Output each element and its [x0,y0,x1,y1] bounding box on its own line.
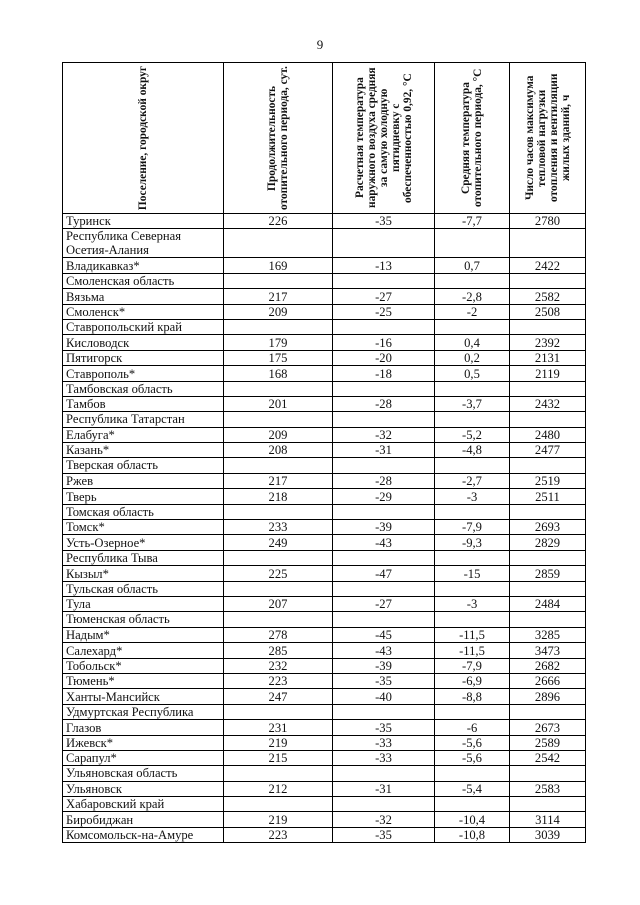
table-row [63,627,586,642]
settlement-cell: Тобольск* [63,658,224,673]
design-temp-cell: -31 [333,443,435,458]
region-row [63,704,586,719]
empty-cell [510,797,586,812]
empty-cell [224,412,333,427]
heating-days-cell: 225 [224,566,333,581]
empty-cell [435,381,510,396]
settlement-cell: Ижевск* [63,735,224,750]
heating-days-cell: 217 [224,473,333,488]
region-name: Смоленская область [63,273,224,288]
avg-temp-cell: -2,8 [435,289,510,304]
header-peak-hours: Число часов максимума тепловой нагрузки отопления и вентиляции жилых зданий, ч [510,63,586,214]
table-row [63,812,586,827]
empty-cell [333,766,435,781]
avg-temp-cell: -3 [435,489,510,504]
heating-days-cell: 217 [224,289,333,304]
design-temp-cell: -39 [333,658,435,673]
design-temp-cell: -31 [333,781,435,796]
table-row [63,750,586,765]
heating-days-cell: 219 [224,812,333,827]
table-row [63,735,586,750]
avg-temp-cell: -5,2 [435,427,510,442]
table-row [63,596,586,611]
header-settlement: Поселение, городской округ [63,63,224,214]
heating-days-cell: 247 [224,689,333,704]
heating-days-cell: 201 [224,396,333,411]
peak-hours-cell: 3114 [510,812,586,827]
avg-temp-cell: -5,6 [435,750,510,765]
empty-cell [333,797,435,812]
peak-hours-cell: 2392 [510,335,586,350]
peak-hours-cell: 3473 [510,643,586,658]
region-name: Тюменская область [63,612,224,627]
heating-days-cell: 226 [224,214,333,229]
avg-temp-cell: -4,8 [435,443,510,458]
empty-cell [224,766,333,781]
peak-hours-cell: 2582 [510,289,586,304]
heating-days-cell: 168 [224,366,333,381]
heating-days-cell: 207 [224,596,333,611]
design-temp-cell: -33 [333,750,435,765]
empty-cell [224,273,333,288]
header-row [63,63,586,214]
region-name: Хабаровский край [63,797,224,812]
peak-hours-cell: 3039 [510,827,586,842]
design-temp-cell: -35 [333,673,435,688]
empty-cell [435,504,510,519]
peak-hours-cell: 2542 [510,750,586,765]
region-row [63,273,586,288]
avg-temp-cell: -10,8 [435,827,510,842]
empty-cell [333,504,435,519]
empty-cell [333,319,435,334]
design-temp-cell: -43 [333,535,435,550]
settlement-cell: Смоленск* [63,304,224,319]
design-temp-cell: -33 [333,735,435,750]
avg-temp-cell: 0,5 [435,366,510,381]
settlement-cell: Тюмень* [63,673,224,688]
settlement-cell: Комсомольск-на-Амуре [63,827,224,842]
peak-hours-cell: 2589 [510,735,586,750]
avg-temp-cell: -5,4 [435,781,510,796]
empty-cell [333,458,435,473]
region-row [63,797,586,812]
peak-hours-cell: 2119 [510,366,586,381]
header-avg-temp: Средняя температура отопительного периода, °С [435,63,510,214]
avg-temp-cell: -15 [435,566,510,581]
empty-cell [224,612,333,627]
empty-cell [333,412,435,427]
empty-cell [333,273,435,288]
empty-cell [224,229,333,258]
empty-cell [435,412,510,427]
peak-hours-cell: 2682 [510,658,586,673]
empty-cell [435,766,510,781]
avg-temp-cell: -11,5 [435,627,510,642]
peak-hours-cell: 2829 [510,535,586,550]
table-row [63,689,586,704]
settlement-cell: Тамбов [63,396,224,411]
table-row [63,214,586,229]
peak-hours-cell: 2666 [510,673,586,688]
peak-hours-cell: 2859 [510,566,586,581]
design-temp-cell: -47 [333,566,435,581]
design-temp-cell: -28 [333,473,435,488]
avg-temp-cell: -9,3 [435,535,510,550]
empty-cell [510,229,586,258]
table-row [63,720,586,735]
peak-hours-cell: 2422 [510,258,586,273]
empty-cell [333,229,435,258]
peak-hours-cell: 2780 [510,214,586,229]
design-temp-cell: -20 [333,350,435,365]
empty-cell [510,581,586,596]
table-row [63,566,586,581]
avg-temp-cell: 0,4 [435,335,510,350]
table-row [63,781,586,796]
region-row [63,319,586,334]
peak-hours-cell: 2693 [510,520,586,535]
empty-cell [435,612,510,627]
heating-days-cell: 231 [224,720,333,735]
region-name: Республика Тыва [63,550,224,565]
empty-cell [435,550,510,565]
table-row [63,366,586,381]
region-row [63,504,586,519]
avg-temp-cell: -8,8 [435,689,510,704]
empty-cell [224,319,333,334]
page-number: 9 [316,37,324,52]
empty-cell [435,229,510,258]
avg-temp-cell: -2 [435,304,510,319]
table-row [63,258,586,273]
peak-hours-cell: 2508 [510,304,586,319]
empty-cell [224,797,333,812]
region-row [63,229,586,258]
empty-cell [510,766,586,781]
avg-temp-cell: -3 [435,596,510,611]
empty-cell [435,319,510,334]
heating-days-cell: 209 [224,304,333,319]
heating-days-cell: 208 [224,443,333,458]
region-name: Республика Северная Осетия-Алания [63,229,224,258]
peak-hours-cell: 2131 [510,350,586,365]
region-name: Тульская область [63,581,224,596]
empty-cell [333,381,435,396]
table-row [63,673,586,688]
settlement-cell: Владикавказ* [63,258,224,273]
heating-days-cell: 278 [224,627,333,642]
settlement-cell: Надым* [63,627,224,642]
heating-days-cell: 232 [224,658,333,673]
table-row [63,350,586,365]
header-heating-days: Продолжительность отопительного периода, сут. [224,63,333,214]
design-temp-cell: -28 [333,396,435,411]
heating-days-cell: 175 [224,350,333,365]
design-temp-cell: -35 [333,214,435,229]
heating-days-cell: 212 [224,781,333,796]
heating-days-cell: 223 [224,673,333,688]
empty-cell [510,550,586,565]
peak-hours-cell: 2519 [510,473,586,488]
climate-table [62,62,586,843]
region-name: Ставропольский край [63,319,224,334]
avg-temp-cell: 0,2 [435,350,510,365]
avg-temp-cell: -6 [435,720,510,735]
empty-cell [435,273,510,288]
empty-cell [510,458,586,473]
empty-cell [510,704,586,719]
settlement-cell: Кызыл* [63,566,224,581]
region-name: Удмуртская Республика [63,704,224,719]
heating-days-cell: 285 [224,643,333,658]
avg-temp-cell: -6,9 [435,673,510,688]
peak-hours-cell: 2896 [510,689,586,704]
avg-temp-cell: -7,9 [435,658,510,673]
region-name: Республика Татарстан [63,412,224,427]
settlement-cell: Ржев [63,473,224,488]
peak-hours-cell: 2583 [510,781,586,796]
avg-temp-cell: -7,9 [435,520,510,535]
design-temp-cell: -13 [333,258,435,273]
heating-days-cell: 223 [224,827,333,842]
avg-temp-cell: -11,5 [435,643,510,658]
empty-cell [224,550,333,565]
settlement-cell: Томск* [63,520,224,535]
settlement-cell: Глазов [63,720,224,735]
design-temp-cell: -35 [333,827,435,842]
table-row [63,489,586,504]
peak-hours-cell: 2432 [510,396,586,411]
empty-cell [510,319,586,334]
settlement-cell: Ульяновск [63,781,224,796]
table-row [63,658,586,673]
design-temp-cell: -40 [333,689,435,704]
table-row [63,473,586,488]
settlement-cell: Тверь [63,489,224,504]
empty-cell [333,704,435,719]
empty-cell [224,581,333,596]
design-temp-cell: -45 [333,627,435,642]
empty-cell [435,704,510,719]
design-temp-cell: -25 [333,304,435,319]
heating-days-cell: 218 [224,489,333,504]
region-row [63,412,586,427]
design-temp-cell: -27 [333,289,435,304]
design-temp-cell: -16 [333,335,435,350]
region-name: Тверская область [63,458,224,473]
heating-days-cell: 233 [224,520,333,535]
empty-cell [224,504,333,519]
empty-cell [435,581,510,596]
avg-temp-cell: -3,7 [435,396,510,411]
settlement-cell: Биробиджан [63,812,224,827]
peak-hours-cell: 3285 [510,627,586,642]
empty-cell [224,704,333,719]
table-row [63,520,586,535]
empty-cell [510,612,586,627]
design-temp-cell: -27 [333,596,435,611]
peak-hours-cell: 2477 [510,443,586,458]
region-name: Тамбовская область [63,381,224,396]
peak-hours-cell: 2484 [510,596,586,611]
avg-temp-cell: -10,4 [435,812,510,827]
design-temp-cell: -39 [333,520,435,535]
region-row [63,381,586,396]
empty-cell [510,504,586,519]
region-row [63,612,586,627]
settlement-cell: Салехард* [63,643,224,658]
design-temp-cell: -29 [333,489,435,504]
avg-temp-cell: 0,7 [435,258,510,273]
region-name: Ульяновская область [63,766,224,781]
avg-temp-cell: -2,7 [435,473,510,488]
peak-hours-cell: 2511 [510,489,586,504]
empty-cell [510,273,586,288]
settlement-cell: Усть-Озерное* [63,535,224,550]
settlement-cell: Кисловодск [63,335,224,350]
table-row [63,335,586,350]
peak-hours-cell: 2480 [510,427,586,442]
table-row [63,289,586,304]
settlement-cell: Сарапул* [63,750,224,765]
empty-cell [510,412,586,427]
settlement-cell: Пятигорск [63,350,224,365]
table-row [63,396,586,411]
settlement-cell: Вязьма [63,289,224,304]
peak-hours-cell: 2673 [510,720,586,735]
settlement-cell: Ханты-Мансийск [63,689,224,704]
table-row [63,443,586,458]
empty-cell [333,550,435,565]
empty-cell [333,612,435,627]
table-row [63,304,586,319]
settlement-cell: Туринск [63,214,224,229]
table-row [63,427,586,442]
region-row [63,458,586,473]
avg-temp-cell: -5,6 [435,735,510,750]
settlement-cell: Ставрополь* [63,366,224,381]
region-row [63,766,586,781]
region-row [63,581,586,596]
region-name: Томская область [63,504,224,519]
empty-cell [224,458,333,473]
empty-cell [510,381,586,396]
settlement-cell: Елабуга* [63,427,224,442]
empty-cell [224,381,333,396]
settlement-cell: Казань* [63,443,224,458]
table-row [63,643,586,658]
design-temp-cell: -35 [333,720,435,735]
heating-days-cell: 249 [224,535,333,550]
design-temp-cell: -18 [333,366,435,381]
heating-days-cell: 209 [224,427,333,442]
heating-days-cell: 179 [224,335,333,350]
table-row [63,827,586,842]
avg-temp-cell: -7,7 [435,214,510,229]
design-temp-cell: -43 [333,643,435,658]
settlement-cell: Тула [63,596,224,611]
empty-cell [435,797,510,812]
region-row [63,550,586,565]
table-row [63,535,586,550]
empty-cell [435,458,510,473]
design-temp-cell: -32 [333,812,435,827]
header-design-temp: Расчетная температура наружного воздуха средняя за самую холодную пятидневку с обеспеченностью 0,92, °С [333,63,435,214]
heating-days-cell: 219 [224,735,333,750]
design-temp-cell: -32 [333,427,435,442]
heating-days-cell: 215 [224,750,333,765]
empty-cell [333,581,435,596]
heating-days-cell: 169 [224,258,333,273]
